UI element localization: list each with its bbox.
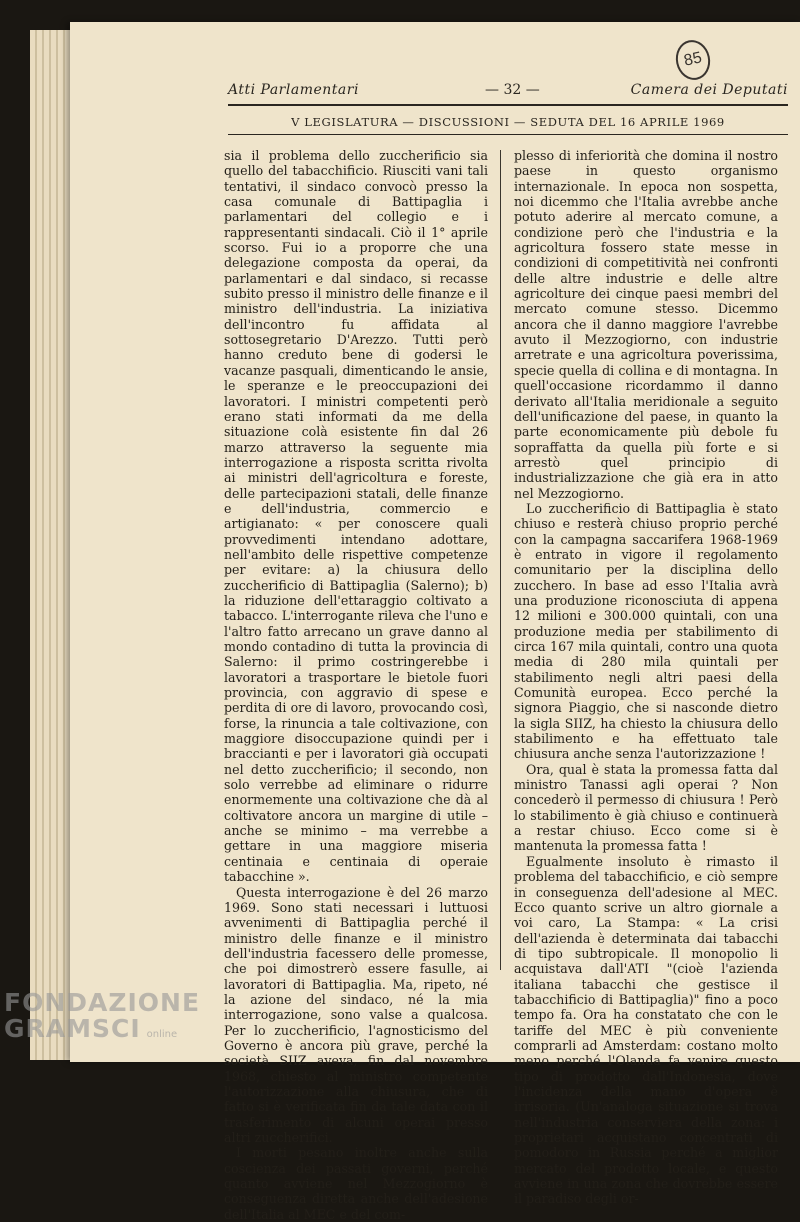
watermark-gramsci: GRAMSCI xyxy=(4,1014,141,1043)
paragraph: plesso di inferiorità che domina il nostro paese in questo organismo internazionale. In epoca non sospetta, noi dicemmo che l'Italia avrebbe anche potuto aderire al mercato comune, a condizione però che l'industria e la agricoltura fossero state messe in condizioni di competitività nei confronti delle altre industrie e delle altre agricolture dei cinque paesi membri del mercato comune stesso. Dicemmo ancora che il danno maggiore l'avrebbe avuto il Mezzogiorno, con industrie arretrate e una agricoltura poverissima, specie quella di collina e di montagna. In quell'occasione ricordammo il danno derivato all'Italia meridionale a seguito dell'unificazione del paese, in quanto la parte economicamente più debole fu sopraffatta da quella più forte e si arrestò quel principio di industrializzazione che già era in atto nel Mezzogiorno. xyxy=(514,148,778,501)
paragraph: sia il problema dello zuccherificio sia quello del tabacchificio. Riusciti vani tali tentativi, il sindaco convocò presso la casa comunale di Battipaglia i parlamentari del collegio e i rappresentanti sindacali. Ciò il 1° aprile scorso. Fui io a proporre che una delegazione composta da operai, da parlamentari e dal sindaco, si recasse subito presso il ministro delle finanze e il ministro dell'industria. La iniziativa dell'incontro fu affidata al sottosegretario D'Arezzo. Tutti però hanno creduto bene di godersi le vacanze pasquali, dimenticando le ansie, le speranze e le preoccupazioni dei lavoratori. I ministri competenti però erano stati informati da me della situazione colà esistente fin dal 26 marzo attraverso la seguente mia interrogazione a risposta scritta rivolta ai ministri dell'agricoltura e foreste, delle partecipazioni statali, delle finanze e dell'industria, commercio e artigianato: « per conoscere quali provvedimenti intendano adottare, nell'ambito delle rispettive competenze per evitare: a) la chiusura dello zuccherificio di Battipaglia (Salerno); b) la riduzione dell'ettaraggio coltivato a tabacco. L'interrogante rileva che l'uno e l'altro fatto arrecano un grave danno al mondo contadino di tutta la provincia di Salerno: il primo costringerebbe i lavoratori a trasportare le bietole fuori provincia, con aggravio di spese e perdita di ore di lavoro, provocando così, forse, la rinuncia a tale coltivazione, con maggiore disoccupazione quindi per i braccianti e per i lavoratori già occupati nel detto zuccherificio; il secondo, non solo verrebbe ad eliminare o ridurre enormemente una coltivazione che dà al coltivatore ancora un margine di utile – anche se minimo – ma verrebbe a gettare in una maggiore miseria centinaia e centinaia di operaie tabacchine ». xyxy=(224,148,488,885)
header-page-number: — 32 — xyxy=(485,82,540,98)
paragraph: Questa interrogazione è del 26 marzo 1969. Sono stati necessari i luttuosi avvenimenti di Battipaglia perché il ministro delle finanze e il ministro dell'industria facessero delle promesse, che poi dimostrerò essere fasulle, ai lavoratori di Battipaglia. Ma, ripeto, né la azione del sindaco, né la mia interrogazione, sono valse a qualcosa. Per lo zuccherificio, l'agnosticismo del Governo è ancora più grave, perché la società SIIZ aveva, fin dal novembre 1968, chiesto al ministro competente l'autorizzazione alla chiusura, che di fatto si è verificata fin da tale data con il trasferimento di alcuni operai presso altri zuccherifici. xyxy=(224,884,488,1145)
page-number-stamp: 85 xyxy=(672,37,714,83)
running-header xyxy=(228,82,788,104)
session-rule xyxy=(228,134,788,135)
paragraph: Egualmente insoluto è rimasto il problema del tabacchificio, e ciò sempre in conseguenza dell'adesione al MEC. Ecco quanto scrive un altro giornale a voi caro, La Stampa: « La crisi dell'azienda è determinata dai tabacchi di tipo subtropicale. Il monopolio li acquistava dall'ATI "(cioè l'azienda italiana tabacchi che gestisce il tabacchificio di Battipaglia)" fino a poco tempo fa. Ora ha constatato che con le tariffe del MEC è più conveniente comprarli ad Amsterdam: costano molto meno perché l'Olanda fa venire questo tipo di prodotto dall'Indonesia, dove l'incidenza della mano d'opera è irrisoria. (Un'analoga situazione si trova nell'industria conserviera della zona: i proprietari acquistano concentrati di pomodoro in Russia perché a miglior mercato del prodotto locale, e questo avviene in una zona che dovrebbe essere il paradiso degli or- xyxy=(514,853,778,1207)
watermark-line: FONDAZIONE xyxy=(4,988,201,1017)
watermark-line xyxy=(4,1016,200,1048)
right-text-column xyxy=(514,148,778,1207)
paragraph: I morti pesano inoltre anche sulla coscienza dei passati governi, perché quanto avviene nel Mezzogiorno è conseguenza diretta anche dell'adesione dell'Italia al MEC e del com- xyxy=(224,1145,488,1222)
left-text-column xyxy=(224,148,488,1222)
header-rule xyxy=(228,104,788,106)
watermark-logo xyxy=(4,990,200,1048)
watermark-online: online xyxy=(146,1029,178,1040)
paragraph: Ora, qual è stata la promessa fatta dal ministro Tanassi agli operai ? Non concederò il permesso di chiusura ! Però lo stabilimento è già chiuso e continuerà a restar chiuso. Ecco come si è mantenuta la promessa fatta ! xyxy=(514,761,778,854)
header-right-title: Camera dei Deputati xyxy=(630,82,788,98)
header-left-title: Atti Parlamentari xyxy=(228,82,359,98)
session-line: V LEGISLATURA — DISCUSSIONI — SEDUTA DEL 16 APRILE 1969 xyxy=(291,115,725,129)
paragraph: Lo zuccherificio di Battipaglia è stato chiuso e resterà chiuso proprio perché con la campagna saccarifera 1968-1969 è entrato in vigore il regolamento comunitario per la disciplina dello zucchero. In base ad esso l'Italia avrà una produzione riconosciuta di appena 12 milioni e 300.000 quintali, con una produzione media per stabilimento di circa 167 mila quintali, contro una quota media di 280 mila quintali per stabilimento negli altri paesi della Comunità europea. Ecco perché la signora Piaggio, che si nasconde dietro la sigla SIIZ, ha chiesto la chiusura dello stabilimento e ha effettuato tale chiusura anche senza l'autorizzazione ! xyxy=(514,500,778,762)
column-divider xyxy=(500,150,501,970)
